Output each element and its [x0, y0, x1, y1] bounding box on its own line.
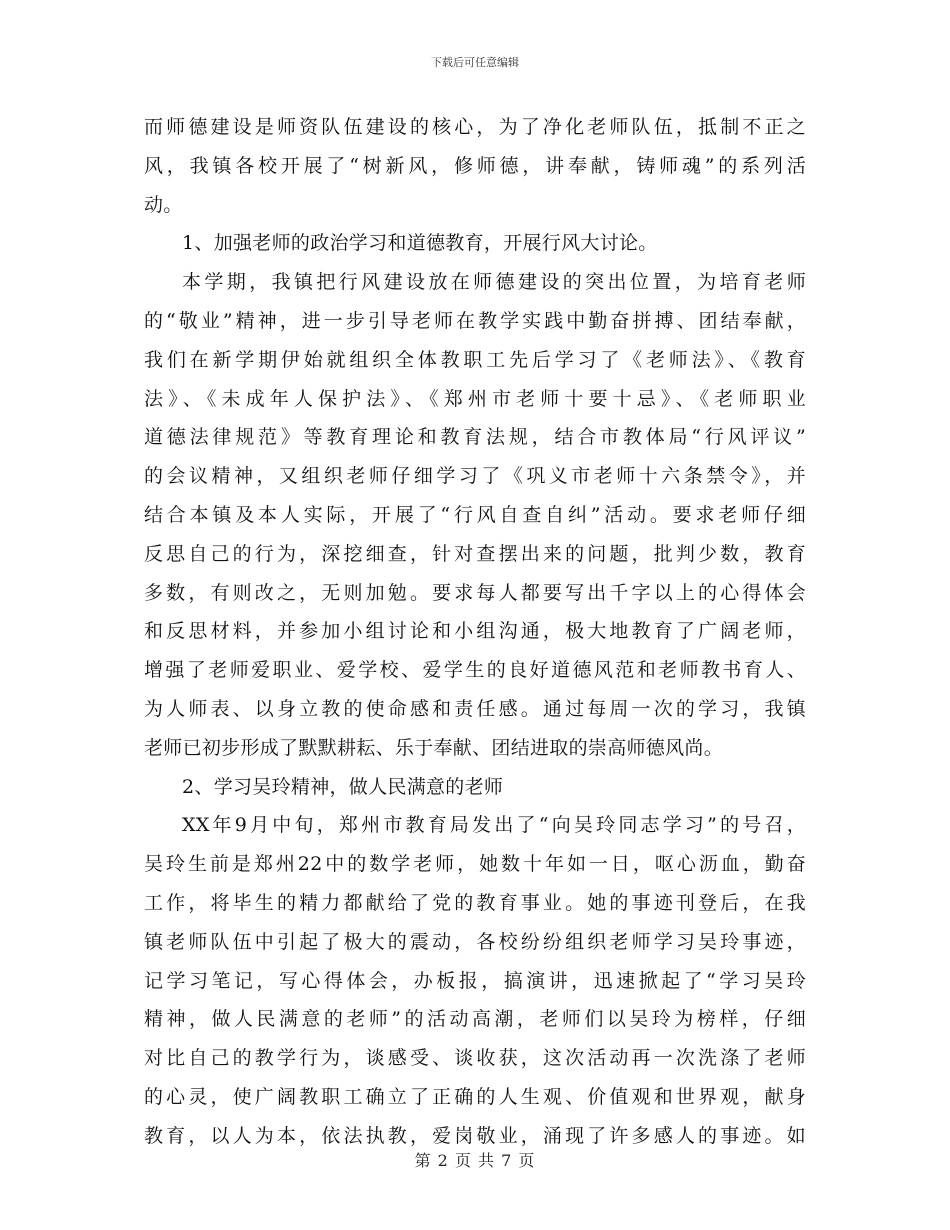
text-line: 记学习笔记，写心得体会，办板报，搞演讲，迅速掀起了“学习吴玲	[144, 969, 806, 992]
page-number-footer: 第 2 页 共 7 页	[414, 1151, 536, 1170]
text-line: 本学期，我镇把行风建设放在师德建设的突出位置，为培育老师	[182, 271, 806, 294]
text-line: 风，我镇各校开展了“树新风，修师德，讲奉献，铸师魂”的系列活	[144, 154, 806, 177]
text-line: 动。	[144, 193, 183, 216]
text-line: 教育，以人为本，依法执教，爱岗敬业，涌现了许多感人的事迹。如	[144, 1124, 806, 1147]
text-line: 而师德建设是师资队伍建设的核心，为了净化老师队伍，抵制不正之	[144, 116, 806, 138]
text-line: 多数，有则改之，无则加勉。要求每人都要写出千字以上的心得体会	[144, 581, 806, 604]
text-line: 和反思材料，并参加小组讨论和小组沟通，极大地教育了广阔老师，	[144, 620, 806, 643]
text-line: 的“敬业”精神，进一步引导老师在教学实践中勤奋拼搏、团结奉献，	[144, 309, 806, 332]
text-line: 结合本镇及本人实际，开展了“行风自查自纠”活动。要求老师仔细	[144, 503, 806, 526]
text-line: 吴玲生前是郑州22中的数学老师，她数十年如一日，呕心沥血，勤奋	[144, 853, 806, 876]
section-heading-1: 1、加强老师的政治学习和道德教育，开展行风大讨论。	[182, 232, 658, 255]
text-line: 增强了老师爱职业、爱学校、爱学生的良好道德风范和老师教书育人、	[144, 659, 806, 682]
text-line: 工作，将毕生的精力都献给了党的教育事业。她的事迹刊登后，在我	[144, 891, 806, 914]
text-line: 道德法律规范》等教育理论和教育法规，结合市教体局“行风评议”	[144, 426, 806, 449]
text-line: 老师已初步形成了默默耕耘、乐于奉献、团结进取的崇高师德风尚。	[144, 736, 724, 759]
text-line: XX年9月中旬，郑州市教育局发出了“向吴玲同志学习”的号召，	[182, 814, 806, 837]
text-line: 我们在新学期伊始就组织全体教职工先后学习了《老师法》、《教育	[144, 348, 806, 371]
text-line: 为人师表、以身立教的使命感和责任感。通过每周一次的学习，我镇	[144, 697, 806, 720]
text-line: 法》、《未成年人保护法》、《郑州市老师十要十忌》、《老师职业	[144, 387, 806, 410]
text-line: 的心灵，使广阔教职工确立了正确的人生观、价值观和世界观，献身	[144, 1085, 806, 1108]
text-line: 对比自己的教学行为，谈感受、谈收获，这次活动再一次洗涤了老师	[144, 1047, 806, 1070]
text-line: 镇老师队伍中引起了极大的震动，各校纷纷组织老师学习吴玲事迹，	[144, 930, 806, 953]
text-line: 精神，做人民满意的老师”的活动高潮，老师们以吴玲为榜样，仔细	[144, 1008, 806, 1031]
page-header-note: 下载后可任意编辑	[431, 56, 519, 69]
document-body	[144, 108, 806, 1156]
text-line: 反思自己的行为，深挖细查，针对查摆出来的问题，批判少数，教育	[144, 542, 806, 565]
text-line: 的会议精神，又组织老师仔细学习了《巩义市老师十六条禁令》，并	[144, 465, 806, 488]
section-heading-2: 2、学习吴玲精神，做人民满意的老师	[182, 775, 504, 798]
